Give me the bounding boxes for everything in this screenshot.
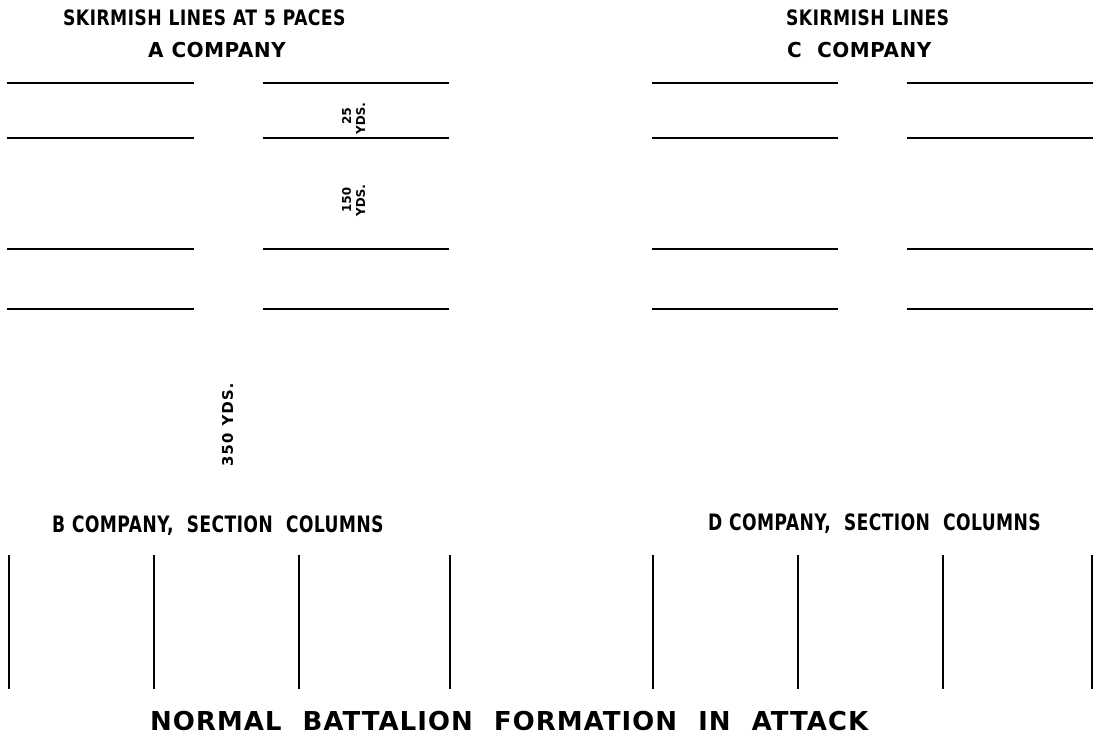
a-company-skirmish-line	[263, 308, 449, 310]
a-company-skirmish-line	[7, 308, 194, 310]
b-company-section-column	[8, 555, 10, 689]
b-company-section-column	[153, 555, 155, 689]
diagram-caption: NORMAL BATTALION FORMATION IN ATTACK	[150, 707, 870, 737]
c-company-skirmish-line	[907, 82, 1093, 84]
b-company-title: B COMPANY, SECTION COLUMNS	[52, 513, 384, 538]
d-company-section-column	[652, 555, 654, 689]
c-company-title-line1: SKIRMISH LINES	[786, 6, 950, 30]
c-company-skirmish-line	[652, 248, 838, 250]
line-gap-distance-unit: YDS.	[354, 102, 368, 134]
a-company-title-line2: A COMPANY	[148, 38, 287, 62]
c-company-skirmish-line	[907, 248, 1093, 250]
a-company-title-line1: SKIRMISH LINES AT 5 PACES	[63, 6, 346, 30]
pair-gap-distance-unit: YDS.	[354, 184, 368, 216]
a-company-skirmish-line	[263, 82, 449, 84]
d-company-title: D COMPANY, SECTION COLUMNS	[708, 511, 1041, 536]
c-company-skirmish-line	[652, 137, 838, 139]
d-company-section-column	[1091, 555, 1093, 689]
c-company-skirmish-line	[652, 308, 838, 310]
support-gap-distance: 350 YDS.	[219, 381, 237, 466]
a-company-skirmish-line	[263, 248, 449, 250]
a-company-skirmish-line	[7, 248, 194, 250]
c-company-skirmish-line	[907, 308, 1093, 310]
a-company-skirmish-line	[7, 137, 194, 139]
a-company-skirmish-line	[7, 82, 194, 84]
d-company-section-column	[797, 555, 799, 689]
d-company-section-column	[942, 555, 944, 689]
b-company-section-column	[449, 555, 451, 689]
c-company-title-line2: C COMPANY	[787, 38, 932, 62]
c-company-skirmish-line	[907, 137, 1093, 139]
pair-gap-distance-value: 150	[340, 186, 354, 212]
a-company-skirmish-line	[263, 137, 449, 139]
line-gap-distance-value: 25	[340, 107, 354, 124]
c-company-skirmish-line	[652, 82, 838, 84]
b-company-section-column	[298, 555, 300, 689]
